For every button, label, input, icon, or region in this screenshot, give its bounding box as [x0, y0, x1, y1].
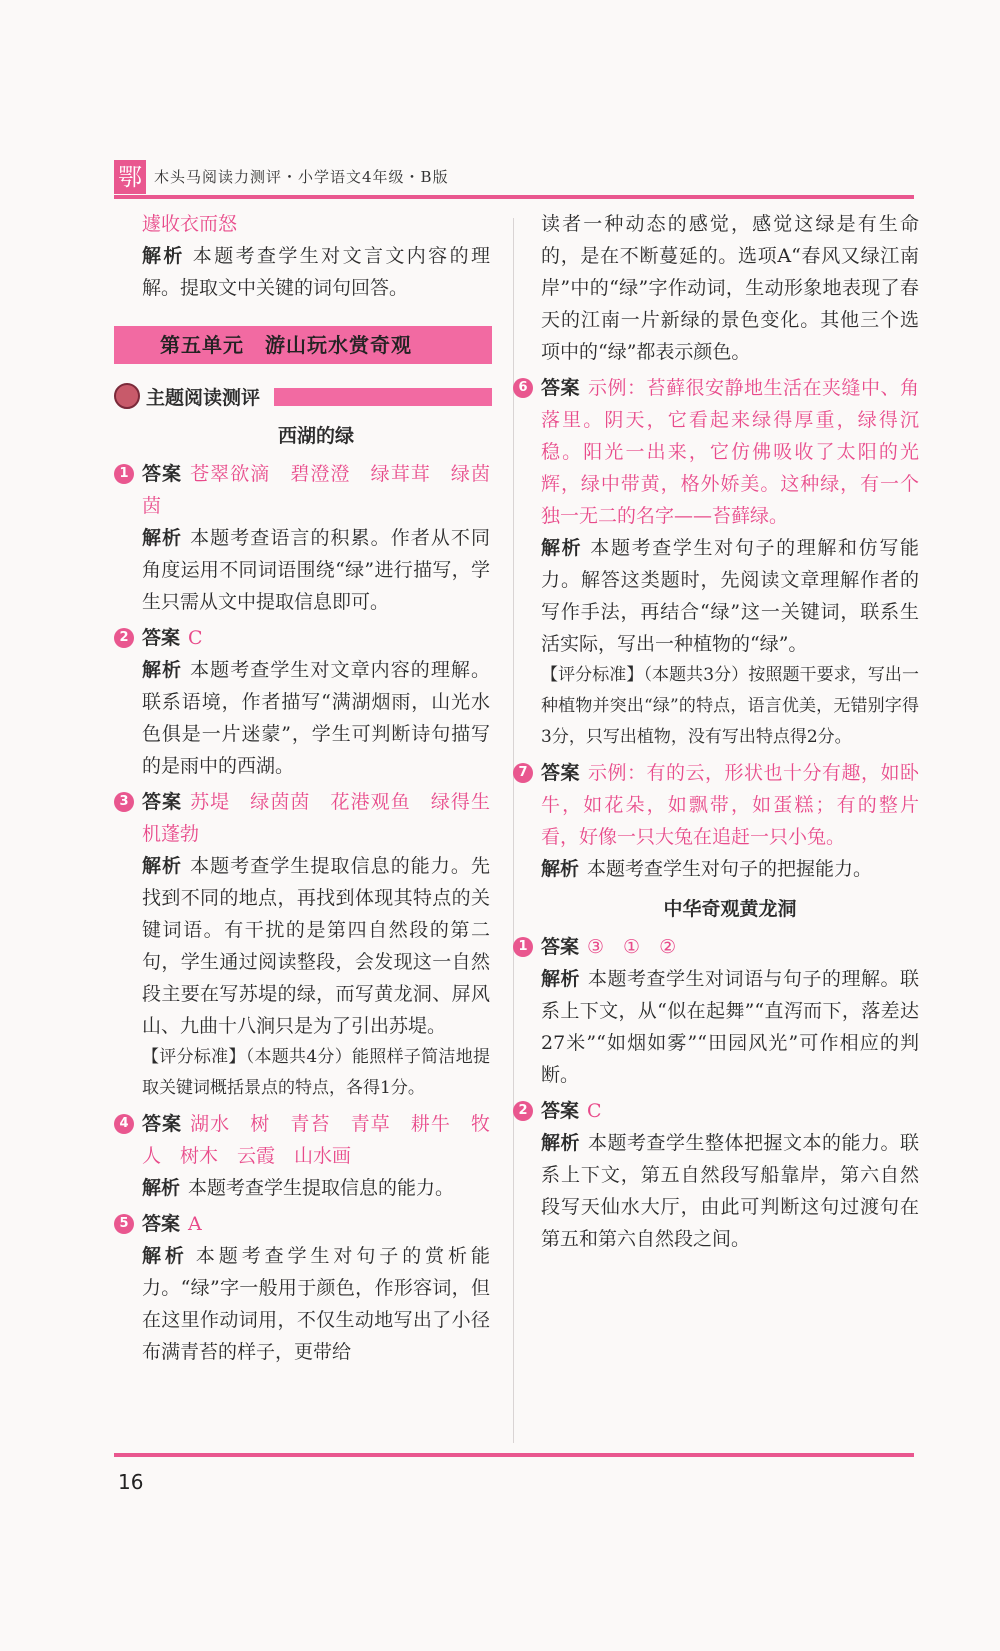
region-badge: 鄂 [114, 160, 146, 194]
jiexi-text: 本题考查学生对文章内容的理解。联系语境，作者描写“满湖烟雨，山光水色俱是一片迷蒙”，学生可判断诗句描写的是雨中的西湖。 [142, 659, 490, 777]
question-7: 7 答案 示例：有的云，形状也十分有趣，如卧牛，如花朵，如飘带，如蛋糕；有的整片看，好像一只大兔在追赶一只小兔。 解析 本题考查学生对句子的把握能力。 [541, 757, 919, 885]
answer-text: 示例：有的云，形状也十分有趣，如卧牛，如花朵，如飘带，如蛋糕；有的整片看，好像一只大兔在追赶一只小兔。 [541, 762, 919, 848]
continued-answer: 遽收衣而怒 [142, 213, 238, 235]
jiexi-text: 本题考查语言的积累。作者从不同角度运用不同词语围绕“绿”进行描写，学生只需从文中提取信息即可。 [142, 527, 490, 613]
article-title-huanglongdong: 中华奇观黄龙洞 [663, 898, 797, 920]
header-rule [114, 195, 914, 199]
jiexi-text: 本题考查学生对句子的把握能力。 [587, 858, 873, 880]
answer-text: 苏堤 绿茵茵 花港观鱼 绿得生机蓬勃 [142, 791, 490, 845]
question-number: 4 [114, 1114, 134, 1134]
question-number: 7 [513, 763, 533, 783]
question-number: 3 [114, 792, 134, 812]
answer-text: 湖水 树 青苔 青草 耕牛 牧人 树木 云霞 山水画 [142, 1113, 490, 1167]
answer-text: C [587, 1100, 602, 1122]
question-number: 5 [114, 1214, 134, 1234]
footer-rule [114, 1453, 914, 1457]
answer-text: 苍翠欲滴 碧澄澄 绿茸茸 绿茵茵 [142, 463, 490, 517]
jiexi-text: 本题考查学生提取信息的能力。先找到不同的地点，再找到体现其特点的关键词语。有干扰的是第四自然段的第二句，学生通过阅读整段，会发现这一自然段主要在写苏堤的绿，而写黄龙洞、屏风山、九曲十八涧只是为了引出苏堤。 [142, 855, 490, 1037]
question-9: 2 答案 C 解析 本题考查学生整体把握文本的能力。联系上下文，第五自然段写船靠岸，第六自然段写天仙水大厅，由此可判断这句过渡句在第五和第六自然段之间。 [541, 1095, 919, 1255]
question-2: 2 答案 C 解析 本题考查学生对文章内容的理解。联系语境，作者描写“满湖烟雨，山光水色俱是一片迷蒙”，学生可判断诗句描写的是雨中的西湖。 [142, 622, 490, 782]
question-number: 1 [513, 937, 533, 957]
page-number: 16 [118, 1470, 144, 1494]
question-number: 6 [513, 378, 533, 398]
answer-text: ③ ① ② [587, 936, 677, 958]
right-column [518, 208, 919, 1255]
jiexi-text: 本题考查学生整体把握文本的能力。联系上下文，第五自然段写船靠岸，第六自然段写天仙水大厅，由此可判断这句过渡句在第五和第六自然段之间。 [541, 1132, 919, 1250]
theme-label: 主题阅读测评 [146, 387, 261, 409]
continued-jiexi: 读者一种动态的感觉，感觉这绿是有生命的，是在不断蔓延的。选项A“春风又绿江南岸”中的“绿”字作动词，生动形象地表现了春天的江南一片新绿的景色变化。其他三个选项中的“绿”都表示颜色。 [541, 213, 919, 363]
score-standard: 【评分标准】（本题共4分）能照样子简洁地提取关键词概括景点的特点，各得1分。 [142, 1047, 490, 1098]
jiexi-text: 本题考查学生提取信息的能力。 [188, 1177, 455, 1199]
continued-jiexi: 解析 本题考查学生对文言文内容的理解。提取文中关键的词句回答。 [142, 245, 490, 299]
question-number: 2 [114, 628, 134, 648]
question-1: 1 答案 苍翠欲滴 碧澄澄 绿茸茸 绿茵茵 解析 本题考查语言的积累。作者从不同角度运用不同词语围绕“绿”进行描写，学生只需从文中提取信息即可。 [142, 458, 490, 618]
column-divider [513, 218, 514, 1443]
theme-heading [114, 382, 490, 412]
answer-text: 示例：苔藓很安静地生活在夹缝中、角落里。阴天，它看起来绿得厚重，绿得沉稳。阳光一出来，它仿佛吸收了太阳的光辉，绿中带黄，格外娇美。这种绿，有一个独一无二的名字——苔藓绿。 [541, 377, 919, 527]
question-6: 6 答案 示例：苔藓很安静地生活在夹缝中、角落里。阴天，它看起来绿得厚重，绿得沉稳。阳光一出来，它仿佛吸收了太阳的光辉，绿中带黄，格外娇美。这种绿，有一个独一无二的名字——苔藓绿。 解析 本题考查学生对句子的理解和仿写能力。解答这类题时，先阅读文章理解作者的写作手法，再结合“绿”这一关键词，联系生活实际，写出一种植物的“绿”。 【评分标准】（本题共3分）按照题干要求，写出一种植物并突出“绿”的特点，语言优美，无错别字得3分，只写出植物，没有写出特点得2分。 [541, 372, 919, 753]
owl-mascot-icon [114, 383, 140, 409]
question-number: 2 [513, 1101, 533, 1121]
article-title-xihu: 西湖的绿 [277, 425, 354, 447]
theme-bar [274, 388, 492, 406]
running-title: 木头马阅读力测评・小学语文4年级・B版 [154, 168, 449, 186]
unit-title: 第五单元 游山玩水赏奇观 [114, 326, 492, 364]
question-4: 4 答案 湖水 树 青苔 青草 耕牛 牧人 树木 云霞 山水画 解析 本题考查学生提取信息的能力。 [142, 1108, 490, 1204]
answer-text: C [188, 627, 203, 649]
answer-text: A [188, 1213, 202, 1235]
page-header [114, 160, 914, 198]
question-5: 5 答案 A 解析 本题考查学生对句子的赏析能力。“绿”字一般用于颜色，作形容词，但在这里作动词用，不仅生动地写出了小径布满青苔的样子，更带给 [142, 1208, 490, 1368]
question-number: 1 [114, 464, 134, 484]
question-3: 3 答案 苏堤 绿茵茵 花港观鱼 绿得生机蓬勃 解析 本题考查学生提取信息的能力。先找到不同的地点，再找到体现其特点的关键词语。有干扰的是第四自然段的第二句，学生通过阅读整段，会发现这一自然段主要在写苏堤的绿，而写黄龙洞、屏风山、九曲十八涧只是为了引出苏堤。 【评分标准】（本题共4分）能照样子简洁地提取关键词概括景点的特点，各得1分。 [142, 786, 490, 1104]
left-column [119, 208, 490, 1368]
jiexi-text: 本题考查学生对句子的赏析能力。“绿”字一般用于颜色，作形容词，但在这里作动词用，不仅生动地写出了小径布满青苔的样子，更带给 [142, 1245, 490, 1363]
jiexi-text: 本题考查学生对词语与句子的理解。联系上下文，从“似在起舞”“直泻而下，落差达27米”“如烟如雾”“田园风光”可作相应的判断。 [541, 968, 919, 1086]
question-8: 1 答案 ③ ① ② 解析 本题考查学生对词语与句子的理解。联系上下文，从“似在起舞”“直泻而下，落差达27米”“如烟如雾”“田园风光”可作相应的判断。 [541, 931, 919, 1091]
jiexi-text: 本题考查学生对句子的理解和仿写能力。解答这类题时，先阅读文章理解作者的写作手法，再结合“绿”这一关键词，联系生活实际，写出一种植物的“绿”。 [541, 537, 919, 655]
score-standard: 【评分标准】（本题共3分）按照题干要求，写出一种植物并突出“绿”的特点，语言优美，无错别字得3分，只写出植物，没有写出特点得2分。 [541, 665, 919, 747]
